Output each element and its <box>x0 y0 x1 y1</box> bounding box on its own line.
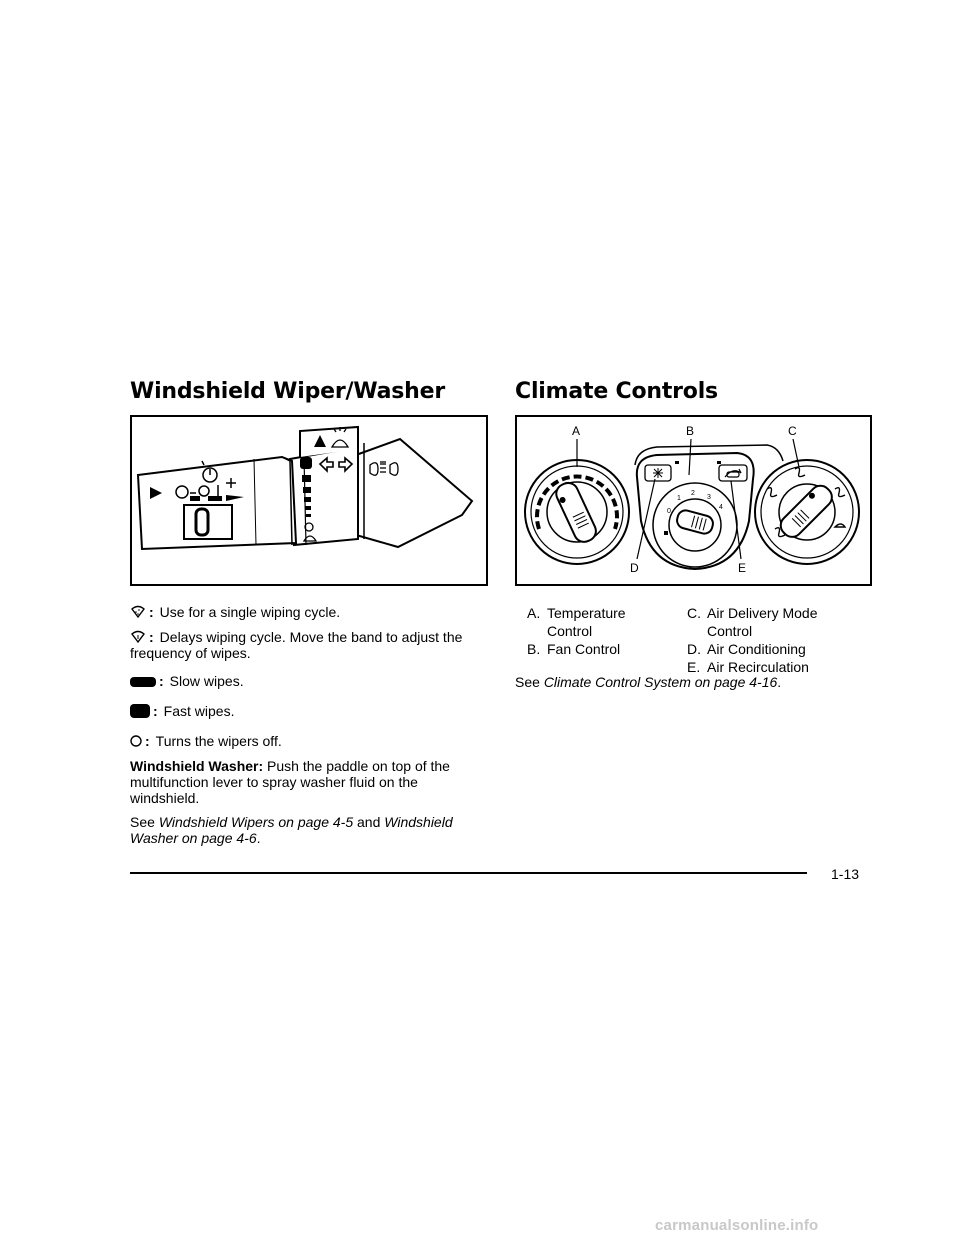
callout-c: C <box>788 424 797 438</box>
mode-knob <box>755 460 859 564</box>
list-item: : Delays wiping cycle. Move the band to adjust the frequency of wipes. <box>130 629 463 661</box>
footer-rule <box>130 872 807 874</box>
legend-item-c: C. Air Delivery Mode Control <box>687 605 818 639</box>
see-also-wiper: See Windshield Wipers on page 4-5 and Windshield Washer on page 4-6. <box>130 814 453 846</box>
legend-column-right <box>687 604 872 676</box>
fan-speed-0: 0 <box>667 508 671 515</box>
fan-speed-2: 2 <box>691 490 695 497</box>
legend-item-d: D. Air Conditioning <box>687 641 806 657</box>
legend-item-b: B. Fan Control <box>527 641 621 657</box>
legend-item-a: A. Temperature Control <box>527 605 626 639</box>
callout-b: B <box>686 424 695 438</box>
slow-wipe-icon <box>130 676 156 688</box>
list-item: : Use for a single wiping cycle. <box>130 604 488 620</box>
off-circle-icon <box>130 734 142 748</box>
wiper-positions-list <box>130 604 488 846</box>
delay-wipe-icon <box>130 630 146 644</box>
mist-wipe-icon <box>130 605 146 619</box>
callout-d: D <box>630 561 639 575</box>
climate-section-heading: Climate Controls <box>515 379 718 404</box>
link-climate-control-system[interactable]: Climate Control System on page 4-16 <box>543 674 778 690</box>
list-item: : Turns the wipers off. <box>130 733 488 749</box>
link-windshield-washer-1[interactable]: Windshield <box>384 814 453 830</box>
wiper-lever-figure <box>130 415 488 586</box>
callout-a: A <box>572 424 581 438</box>
watermark: carmanualsonline.info <box>655 1217 819 1234</box>
washer-paragraph: Windshield Washer: Push the paddle on top of the multifunction lever to spray washer fluid on the windshield. <box>130 758 450 806</box>
climate-controls-illustration <box>517 417 870 584</box>
see-also-climate: See Climate Control System on page 4-16. <box>515 674 782 690</box>
wiper-lever-illustration <box>132 417 486 584</box>
list-item: : Slow wipes. <box>130 673 488 689</box>
list-item: : Fast wipes. <box>130 703 488 719</box>
callout-e: E <box>738 561 747 575</box>
fast-wipe-icon <box>130 704 150 718</box>
link-windshield-wipers[interactable]: Windshield Wipers on page 4-5 <box>158 814 354 830</box>
climate-controls-figure <box>515 415 872 586</box>
fan-speed-3: 3 <box>707 494 711 501</box>
wiper-section-heading: Windshield Wiper/Washer <box>130 379 446 404</box>
legend-column-left <box>527 604 687 658</box>
fan-speed-1: 1 <box>677 495 681 502</box>
fan-knob <box>637 453 754 569</box>
legend-item-e: E. Air Recirculation <box>687 659 809 675</box>
ac-snowflake-icon <box>653 468 663 478</box>
link-windshield-washer-2[interactable]: Washer on page 4-6 <box>130 830 257 846</box>
page-number: 1-13 <box>831 866 860 882</box>
temperature-knob <box>525 460 629 564</box>
fan-speed-4: 4 <box>719 504 723 511</box>
